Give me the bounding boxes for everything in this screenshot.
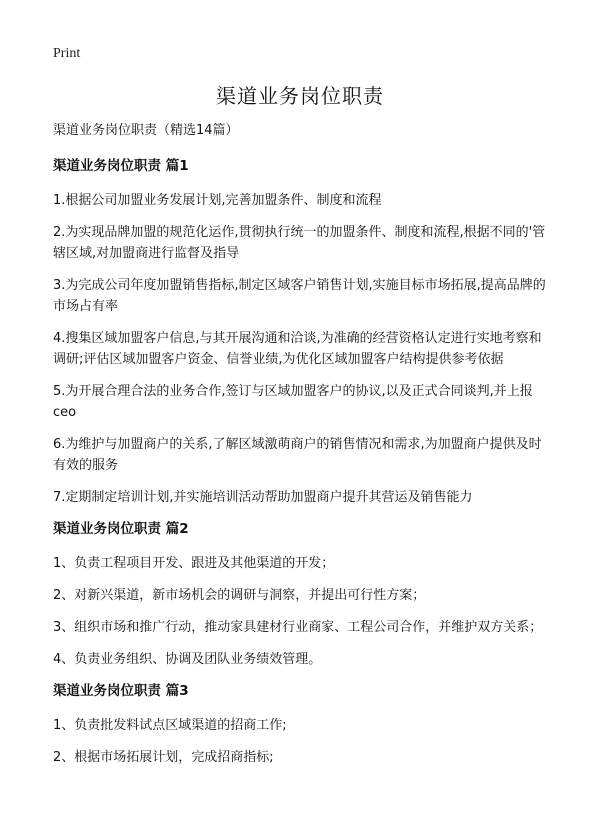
list-item: 3.为完成公司年度加盟销售指标,制定区域客户销售计划,实施目标市场拓展,提高品牌的市场占有率 (53, 278, 546, 314)
section-2 (53, 519, 553, 670)
list-item: 1、负责批发料试点区域渠道的招商工作; (53, 718, 287, 733)
section-heading: 渠道业务岗位职责 篇3 (53, 683, 189, 699)
list-item: 4.搜集区域加盟客户信息,与其开展沟通和洽谈,为准确的经营资格认定进行实地考察和调研;评估区域加盟客户资金、信誉业绩,为优化区域加盟客户结构提供参考依据 (53, 331, 542, 367)
list-item: 1、负责工程项目开发、跟进及其他渠道的开发； (53, 556, 335, 571)
document-title: 渠道业务岗位职责 (216, 84, 384, 108)
list-item: 2、对新兴渠道，新市场机会的调研与洞察，并提出可行性方案； (53, 588, 426, 603)
list-item: 4、负责业务组织、协调及团队业务绩效管理。 (53, 652, 322, 667)
section-heading: 渠道业务岗位职责 篇1 (53, 158, 189, 174)
document-body (53, 122, 553, 779)
section-1 (53, 156, 553, 508)
list-item: 7.定期制定培训计划,并实施培训活动帮助加盟商户提升其营运及销售能力 (53, 490, 473, 505)
list-item: 2.为实现品牌加盟的规范化运作,贯彻执行统一的加盟条件、制度和流程,根据不同的'管辖区域,对加盟商进行监督及指导 (53, 225, 546, 261)
section-heading: 渠道业务岗位职责 篇2 (53, 521, 189, 537)
list-item: 6.为维护与加盟商户的关系,了解区域激萌商户的销售情况和需求,为加盟商户提供及时有效的服务 (53, 437, 542, 473)
section-3 (53, 681, 553, 768)
document-subtitle: 渠道业务岗位职责（精选14篇） (53, 123, 239, 138)
print-link[interactable]: Print (53, 46, 81, 61)
list-item: 2、根据市场拓展计划，完成招商指标; (53, 750, 274, 765)
list-item: 1.根据公司加盟业务发展计划,完善加盟条件、制度和流程 (53, 193, 382, 208)
list-item: 5.为开展合理合法的业务合作,签订与区域加盟客户的协议,以及正式合同谈判,并上报ceo (53, 384, 533, 420)
list-item: 3、组织市场和推广行动，推动家具建材行业商家、工程公司合作，并维护双方关系； (53, 620, 543, 635)
